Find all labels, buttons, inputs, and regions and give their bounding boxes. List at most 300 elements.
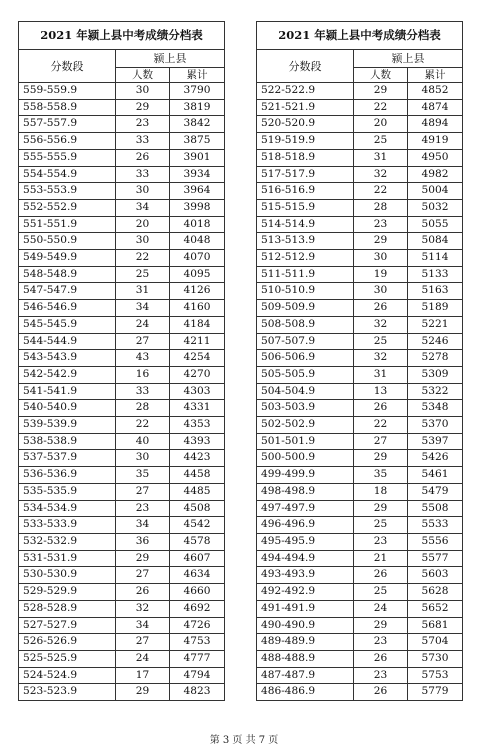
table-row bbox=[19, 483, 225, 500]
table-title: 2021 年颍上县中考成绩分档表 bbox=[19, 22, 225, 50]
table-row bbox=[257, 483, 463, 500]
table-row bbox=[19, 250, 225, 267]
count-cell: 25 bbox=[354, 133, 408, 150]
score-range-cell: 556-556.9 bbox=[19, 133, 116, 150]
table-row bbox=[19, 283, 225, 300]
table-row bbox=[257, 617, 463, 634]
cumulative-cell: 4070 bbox=[170, 250, 225, 267]
score-range-cell: 498-498.9 bbox=[257, 483, 354, 500]
score-range-cell: 558-558.9 bbox=[19, 99, 116, 116]
score-range-cell: 525-525.9 bbox=[19, 650, 116, 667]
table-row bbox=[19, 116, 225, 133]
score-range-cell: 555-555.9 bbox=[19, 149, 116, 166]
table-row bbox=[257, 517, 463, 534]
count-cell: 33 bbox=[116, 166, 170, 183]
cumulative-cell: 5322 bbox=[408, 383, 463, 400]
table-row bbox=[19, 316, 225, 333]
cumulative-cell: 5370 bbox=[408, 417, 463, 434]
table-title: 2021 年颍上县中考成绩分档表 bbox=[257, 22, 463, 50]
cumulative-cell: 4393 bbox=[170, 433, 225, 450]
cumulative-cell: 5652 bbox=[408, 600, 463, 617]
table-body bbox=[19, 83, 225, 701]
table-row bbox=[19, 634, 225, 651]
table-row bbox=[19, 584, 225, 601]
score-range-cell: 518-518.9 bbox=[257, 149, 354, 166]
count-cell: 24 bbox=[354, 600, 408, 617]
table-row bbox=[257, 216, 463, 233]
cumulative-cell: 4607 bbox=[170, 550, 225, 567]
score-range-cell: 551-551.9 bbox=[19, 216, 116, 233]
count-cell: 32 bbox=[354, 316, 408, 333]
score-range-cell: 537-537.9 bbox=[19, 450, 116, 467]
score-range-cell: 509-509.9 bbox=[257, 300, 354, 317]
table-row bbox=[19, 333, 225, 350]
score-range-cell: 531-531.9 bbox=[19, 550, 116, 567]
count-cell: 36 bbox=[116, 533, 170, 550]
score-range-cell: 489-489.9 bbox=[257, 634, 354, 651]
count-cell: 32 bbox=[354, 350, 408, 367]
cumulative-cell: 4048 bbox=[170, 233, 225, 250]
table-row bbox=[257, 283, 463, 300]
cumulative-cell: 5533 bbox=[408, 517, 463, 534]
table-row bbox=[19, 517, 225, 534]
cumulative-cell: 5309 bbox=[408, 366, 463, 383]
cumulative-cell: 4982 bbox=[408, 166, 463, 183]
cumulative-cell: 3998 bbox=[170, 199, 225, 216]
table-row bbox=[257, 450, 463, 467]
score-range-cell: 499-499.9 bbox=[257, 467, 354, 484]
score-range-cell: 496-496.9 bbox=[257, 517, 354, 534]
cumulative-cell: 3819 bbox=[170, 99, 225, 116]
count-cell: 32 bbox=[354, 166, 408, 183]
cumulative-cell: 5278 bbox=[408, 350, 463, 367]
score-range-cell: 500-500.9 bbox=[257, 450, 354, 467]
table-row bbox=[257, 584, 463, 601]
cumulative-cell: 4160 bbox=[170, 300, 225, 317]
score-range-cell: 535-535.9 bbox=[19, 483, 116, 500]
count-cell: 27 bbox=[116, 333, 170, 350]
cumulative-cell: 4950 bbox=[408, 149, 463, 166]
score-range-cell: 545-545.9 bbox=[19, 316, 116, 333]
count-cell: 29 bbox=[354, 83, 408, 100]
count-cell: 35 bbox=[116, 467, 170, 484]
table-row bbox=[257, 634, 463, 651]
cumulative-cell: 5114 bbox=[408, 250, 463, 267]
table-row bbox=[257, 533, 463, 550]
cumulative-cell: 4095 bbox=[170, 266, 225, 283]
count-cell: 32 bbox=[116, 600, 170, 617]
table-row bbox=[257, 550, 463, 567]
cumulative-cell: 5479 bbox=[408, 483, 463, 500]
cumulative-cell: 5084 bbox=[408, 233, 463, 250]
table-row bbox=[257, 600, 463, 617]
cumulative-cell: 4458 bbox=[170, 467, 225, 484]
table-row bbox=[257, 133, 463, 150]
cumulative-cell: 4726 bbox=[170, 617, 225, 634]
table-row bbox=[257, 567, 463, 584]
score-range-cell: 541-541.9 bbox=[19, 383, 116, 400]
table-row bbox=[19, 233, 225, 250]
score-range-cell: 520-520.9 bbox=[257, 116, 354, 133]
score-range-cell: 519-519.9 bbox=[257, 133, 354, 150]
cumulative-cell: 4184 bbox=[170, 316, 225, 333]
count-cell: 28 bbox=[116, 400, 170, 417]
score-range-cell: 516-516.9 bbox=[257, 183, 354, 200]
table-row bbox=[19, 433, 225, 450]
cumulative-cell: 4423 bbox=[170, 450, 225, 467]
score-range-cell: 554-554.9 bbox=[19, 166, 116, 183]
count-cell: 26 bbox=[354, 300, 408, 317]
count-cell: 22 bbox=[354, 99, 408, 116]
table-row bbox=[19, 467, 225, 484]
count-cell: 29 bbox=[354, 233, 408, 250]
cumulative-cell: 5508 bbox=[408, 500, 463, 517]
count-cell: 25 bbox=[354, 517, 408, 534]
table-row bbox=[257, 99, 463, 116]
table-row bbox=[19, 133, 225, 150]
table-row bbox=[19, 533, 225, 550]
table-row bbox=[19, 266, 225, 283]
table-row bbox=[257, 467, 463, 484]
count-cell: 26 bbox=[354, 567, 408, 584]
count-cell: 30 bbox=[116, 233, 170, 250]
cumulative-cell: 4018 bbox=[170, 216, 225, 233]
score-range-cell: 508-508.9 bbox=[257, 316, 354, 333]
score-range-cell: 548-548.9 bbox=[19, 266, 116, 283]
score-range-cell: 547-547.9 bbox=[19, 283, 116, 300]
table-row bbox=[19, 216, 225, 233]
cumulative-cell: 4303 bbox=[170, 383, 225, 400]
table-row bbox=[19, 383, 225, 400]
table-row bbox=[257, 250, 463, 267]
score-table-right bbox=[256, 21, 463, 701]
score-range-cell: 539-539.9 bbox=[19, 417, 116, 434]
cumulative-cell: 4753 bbox=[170, 634, 225, 651]
count-cell: 34 bbox=[116, 199, 170, 216]
cumulative-cell: 5577 bbox=[408, 550, 463, 567]
count-cell: 31 bbox=[354, 366, 408, 383]
cumulative-cell: 5628 bbox=[408, 584, 463, 601]
score-range-cell: 552-552.9 bbox=[19, 199, 116, 216]
count-cell: 17 bbox=[116, 667, 170, 684]
cumulative-cell: 5681 bbox=[408, 617, 463, 634]
score-range-cell: 546-546.9 bbox=[19, 300, 116, 317]
score-range-cell: 487-487.9 bbox=[257, 667, 354, 684]
table-row bbox=[257, 316, 463, 333]
count-cell: 22 bbox=[116, 417, 170, 434]
count-cell: 40 bbox=[116, 433, 170, 450]
cumulative-cell: 4542 bbox=[170, 517, 225, 534]
count-cell: 29 bbox=[354, 450, 408, 467]
cumulative-cell: 5753 bbox=[408, 667, 463, 684]
score-range-cell: 502-502.9 bbox=[257, 417, 354, 434]
table-row bbox=[257, 116, 463, 133]
score-range-cell: 534-534.9 bbox=[19, 500, 116, 517]
table-row bbox=[19, 300, 225, 317]
count-cell: 34 bbox=[116, 300, 170, 317]
count-cell: 20 bbox=[354, 116, 408, 133]
count-cell: 29 bbox=[116, 550, 170, 567]
count-cell: 30 bbox=[116, 450, 170, 467]
table-row bbox=[257, 433, 463, 450]
count-cell: 23 bbox=[354, 634, 408, 651]
table-row bbox=[19, 550, 225, 567]
score-range-cell: 511-511.9 bbox=[257, 266, 354, 283]
table-row bbox=[257, 266, 463, 283]
count-cell: 23 bbox=[354, 533, 408, 550]
cumulative-cell: 5221 bbox=[408, 316, 463, 333]
table-row bbox=[19, 650, 225, 667]
score-range-cell: 527-527.9 bbox=[19, 617, 116, 634]
count-cell: 26 bbox=[354, 684, 408, 701]
cumulative-cell: 3842 bbox=[170, 116, 225, 133]
table-body bbox=[257, 83, 463, 701]
cumulative-cell: 5004 bbox=[408, 183, 463, 200]
cumulative-cell: 4660 bbox=[170, 584, 225, 601]
score-range-cell: 486-486.9 bbox=[257, 684, 354, 701]
score-range-cell: 492-492.9 bbox=[257, 584, 354, 601]
cumulative-cell: 4578 bbox=[170, 533, 225, 550]
cumulative-cell: 4485 bbox=[170, 483, 225, 500]
table-row bbox=[19, 667, 225, 684]
table-row bbox=[19, 617, 225, 634]
cumulative-cell: 5055 bbox=[408, 216, 463, 233]
score-range-cell: 495-495.9 bbox=[257, 533, 354, 550]
cumulative-cell: 3875 bbox=[170, 133, 225, 150]
count-cell: 34 bbox=[116, 517, 170, 534]
count-cell: 25 bbox=[116, 266, 170, 283]
score-range-cell: 522-522.9 bbox=[257, 83, 354, 100]
count-cell: 21 bbox=[354, 550, 408, 567]
header-score-range: 分数段 bbox=[19, 50, 116, 83]
score-range-cell: 494-494.9 bbox=[257, 550, 354, 567]
header-count: 人数 bbox=[116, 68, 170, 83]
score-range-cell: 506-506.9 bbox=[257, 350, 354, 367]
count-cell: 27 bbox=[116, 483, 170, 500]
score-range-cell: 504-504.9 bbox=[257, 383, 354, 400]
count-cell: 33 bbox=[116, 383, 170, 400]
score-range-cell: 524-524.9 bbox=[19, 667, 116, 684]
count-cell: 26 bbox=[354, 650, 408, 667]
table-row bbox=[19, 500, 225, 517]
count-cell: 16 bbox=[116, 366, 170, 383]
table-row bbox=[19, 600, 225, 617]
table-row bbox=[19, 149, 225, 166]
count-cell: 22 bbox=[116, 250, 170, 267]
count-cell: 33 bbox=[116, 133, 170, 150]
score-range-cell: 507-507.9 bbox=[257, 333, 354, 350]
cumulative-cell: 3901 bbox=[170, 149, 225, 166]
score-range-cell: 529-529.9 bbox=[19, 584, 116, 601]
table-row bbox=[19, 450, 225, 467]
header-county: 颍上县 bbox=[116, 50, 225, 68]
count-cell: 24 bbox=[116, 650, 170, 667]
cumulative-cell: 5032 bbox=[408, 199, 463, 216]
table-row bbox=[19, 99, 225, 116]
count-cell: 25 bbox=[354, 333, 408, 350]
cumulative-cell: 3934 bbox=[170, 166, 225, 183]
score-range-cell: 491-491.9 bbox=[257, 600, 354, 617]
cumulative-cell: 4634 bbox=[170, 567, 225, 584]
count-cell: 30 bbox=[116, 183, 170, 200]
header-cumulative: 累计 bbox=[170, 68, 225, 83]
cumulative-cell: 4777 bbox=[170, 650, 225, 667]
score-range-cell: 488-488.9 bbox=[257, 650, 354, 667]
cumulative-cell: 4126 bbox=[170, 283, 225, 300]
score-range-cell: 542-542.9 bbox=[19, 366, 116, 383]
table-row bbox=[19, 366, 225, 383]
cumulative-cell: 5556 bbox=[408, 533, 463, 550]
table-row bbox=[19, 350, 225, 367]
score-range-cell: 497-497.9 bbox=[257, 500, 354, 517]
score-range-cell: 514-514.9 bbox=[257, 216, 354, 233]
table-row bbox=[257, 684, 463, 701]
cumulative-cell: 5426 bbox=[408, 450, 463, 467]
count-cell: 23 bbox=[116, 500, 170, 517]
count-cell: 22 bbox=[354, 417, 408, 434]
table-row bbox=[257, 183, 463, 200]
cumulative-cell: 5704 bbox=[408, 634, 463, 651]
table-row bbox=[257, 83, 463, 100]
table-row bbox=[19, 199, 225, 216]
score-range-cell: 533-533.9 bbox=[19, 517, 116, 534]
cumulative-cell: 3964 bbox=[170, 183, 225, 200]
score-range-cell: 549-549.9 bbox=[19, 250, 116, 267]
score-range-cell: 559-559.9 bbox=[19, 83, 116, 100]
cumulative-cell: 4331 bbox=[170, 400, 225, 417]
cumulative-cell: 5246 bbox=[408, 333, 463, 350]
table-row bbox=[19, 183, 225, 200]
cumulative-cell: 4270 bbox=[170, 366, 225, 383]
table-row bbox=[257, 300, 463, 317]
table-row bbox=[257, 400, 463, 417]
count-cell: 13 bbox=[354, 383, 408, 400]
score-range-cell: 501-501.9 bbox=[257, 433, 354, 450]
cumulative-cell: 5779 bbox=[408, 684, 463, 701]
score-range-cell: 503-503.9 bbox=[257, 400, 354, 417]
score-range-cell: 523-523.9 bbox=[19, 684, 116, 701]
count-cell: 30 bbox=[354, 250, 408, 267]
table-row bbox=[19, 567, 225, 584]
count-cell: 30 bbox=[354, 283, 408, 300]
cumulative-cell: 4894 bbox=[408, 116, 463, 133]
count-cell: 31 bbox=[116, 283, 170, 300]
cumulative-cell: 5163 bbox=[408, 283, 463, 300]
cumulative-cell: 4823 bbox=[170, 684, 225, 701]
count-cell: 25 bbox=[354, 584, 408, 601]
count-cell: 24 bbox=[116, 316, 170, 333]
count-cell: 23 bbox=[354, 216, 408, 233]
score-range-cell: 493-493.9 bbox=[257, 567, 354, 584]
count-cell: 35 bbox=[354, 467, 408, 484]
score-range-cell: 517-517.9 bbox=[257, 166, 354, 183]
count-cell: 30 bbox=[116, 83, 170, 100]
cumulative-cell: 4353 bbox=[170, 417, 225, 434]
count-cell: 23 bbox=[116, 116, 170, 133]
count-cell: 22 bbox=[354, 183, 408, 200]
cumulative-cell: 4211 bbox=[170, 333, 225, 350]
table-row bbox=[257, 149, 463, 166]
cumulative-cell: 4508 bbox=[170, 500, 225, 517]
score-table-left bbox=[18, 21, 225, 701]
count-cell: 29 bbox=[354, 617, 408, 634]
score-range-cell: 513-513.9 bbox=[257, 233, 354, 250]
count-cell: 20 bbox=[116, 216, 170, 233]
count-cell: 27 bbox=[354, 433, 408, 450]
count-cell: 23 bbox=[354, 667, 408, 684]
table-row bbox=[257, 333, 463, 350]
table-row bbox=[257, 166, 463, 183]
count-cell: 27 bbox=[116, 634, 170, 651]
table-row bbox=[19, 400, 225, 417]
score-range-cell: 544-544.9 bbox=[19, 333, 116, 350]
count-cell: 28 bbox=[354, 199, 408, 216]
cumulative-cell: 3790 bbox=[170, 83, 225, 100]
table-row bbox=[257, 233, 463, 250]
count-cell: 18 bbox=[354, 483, 408, 500]
score-range-cell: 540-540.9 bbox=[19, 400, 116, 417]
count-cell: 27 bbox=[116, 567, 170, 584]
score-range-cell: 532-532.9 bbox=[19, 533, 116, 550]
header-score-range: 分数段 bbox=[257, 50, 354, 83]
header-cumulative: 累计 bbox=[408, 68, 463, 83]
cumulative-cell: 4852 bbox=[408, 83, 463, 100]
count-cell: 29 bbox=[116, 684, 170, 701]
count-cell: 19 bbox=[354, 266, 408, 283]
table-row bbox=[257, 199, 463, 216]
page-number: 第 3 页 共 7 页 bbox=[209, 735, 279, 746]
cumulative-cell: 5461 bbox=[408, 467, 463, 484]
score-range-cell: 526-526.9 bbox=[19, 634, 116, 651]
score-range-cell: 490-490.9 bbox=[257, 617, 354, 634]
score-range-cell: 510-510.9 bbox=[257, 283, 354, 300]
count-cell: 29 bbox=[116, 99, 170, 116]
count-cell: 34 bbox=[116, 617, 170, 634]
score-range-cell: 530-530.9 bbox=[19, 567, 116, 584]
count-cell: 26 bbox=[116, 149, 170, 166]
score-range-cell: 536-536.9 bbox=[19, 467, 116, 484]
cumulative-cell: 4919 bbox=[408, 133, 463, 150]
cumulative-cell: 5189 bbox=[408, 300, 463, 317]
cumulative-cell: 4874 bbox=[408, 99, 463, 116]
cumulative-cell: 4794 bbox=[170, 667, 225, 684]
cumulative-cell: 5397 bbox=[408, 433, 463, 450]
count-cell: 31 bbox=[354, 149, 408, 166]
table-row bbox=[19, 684, 225, 701]
table-row bbox=[19, 83, 225, 100]
cumulative-cell: 5348 bbox=[408, 400, 463, 417]
table-row bbox=[19, 417, 225, 434]
count-cell: 26 bbox=[116, 584, 170, 601]
score-range-cell: 512-512.9 bbox=[257, 250, 354, 267]
table-row bbox=[19, 166, 225, 183]
cumulative-cell: 4254 bbox=[170, 350, 225, 367]
score-range-cell: 550-550.9 bbox=[19, 233, 116, 250]
score-range-cell: 553-553.9 bbox=[19, 183, 116, 200]
cumulative-cell: 5603 bbox=[408, 567, 463, 584]
score-range-cell: 521-521.9 bbox=[257, 99, 354, 116]
table-row bbox=[257, 667, 463, 684]
table-row bbox=[257, 350, 463, 367]
count-cell: 43 bbox=[116, 350, 170, 367]
table-row bbox=[257, 500, 463, 517]
score-range-cell: 515-515.9 bbox=[257, 199, 354, 216]
cumulative-cell: 4692 bbox=[170, 600, 225, 617]
header-count: 人数 bbox=[354, 68, 408, 83]
score-range-cell: 543-543.9 bbox=[19, 350, 116, 367]
cumulative-cell: 5730 bbox=[408, 650, 463, 667]
cumulative-cell: 5133 bbox=[408, 266, 463, 283]
